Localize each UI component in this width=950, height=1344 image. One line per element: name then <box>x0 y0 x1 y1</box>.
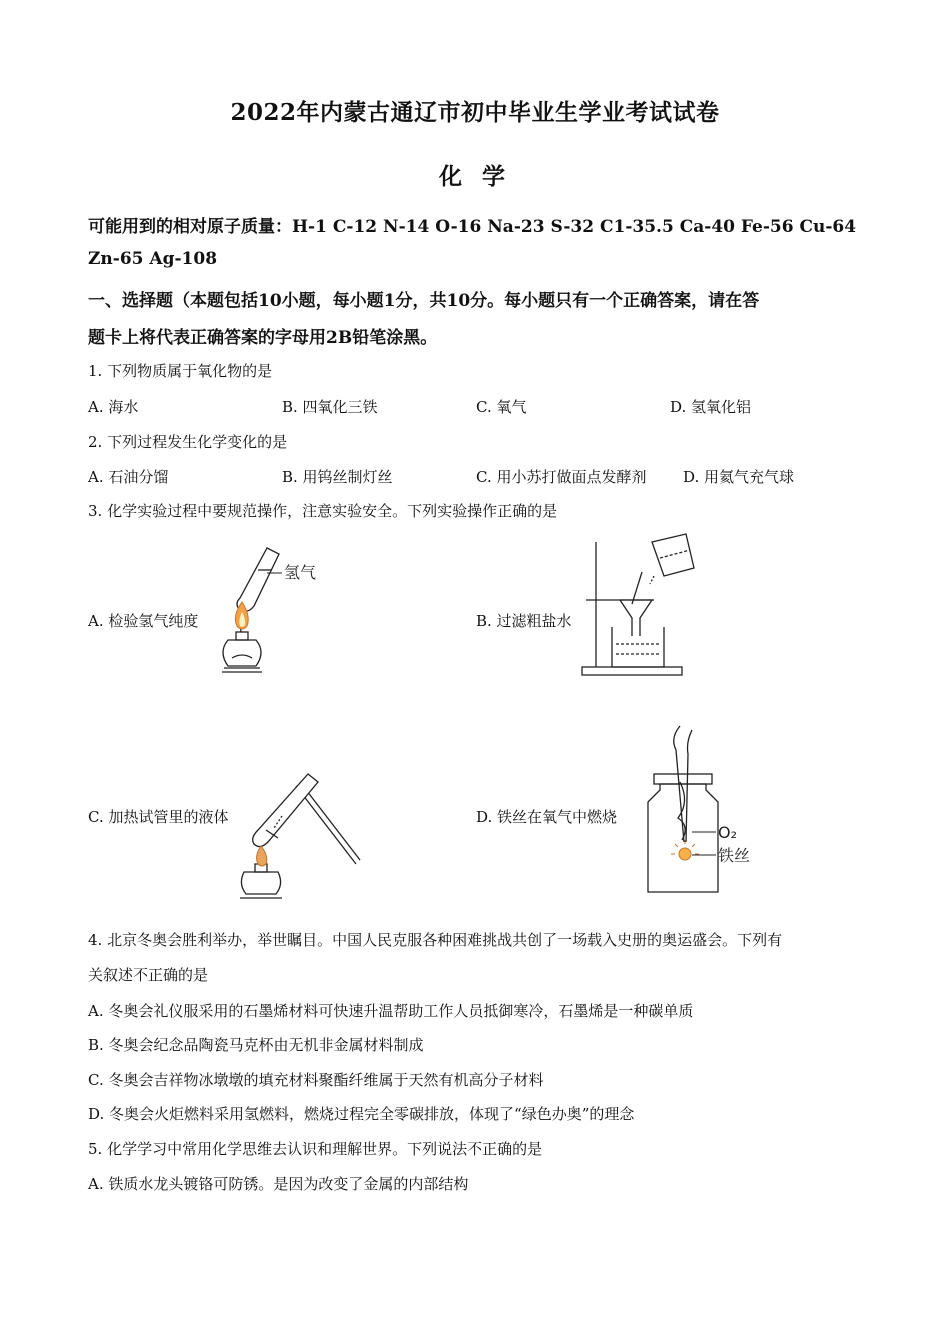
question-2-option-a[interactable]: A. 石油分馏 <box>88 468 169 486</box>
question-5-stem: 5. 化学学习中常用化学思维去认识和理解世界。下列说法不正确的是 <box>88 1140 543 1158</box>
question-3-option-b[interactable]: B. 过滤粗盐水 <box>476 612 572 630</box>
oxygen-label: O₂ <box>718 823 738 842</box>
question-1-option-a[interactable]: A. 海水 <box>88 398 139 416</box>
figure-heating-test-tube <box>238 768 368 903</box>
subject-title: 化 学 <box>438 163 511 190</box>
question-2-option-c[interactable]: C. 用小苏打做面点发酵剂 <box>476 468 647 486</box>
question-1-option-d[interactable]: D. 氢氧化铝 <box>670 398 752 416</box>
question-3-stem: 3. 化学实验过程中要规范操作，注意实验安全。下列实验操作正确的是 <box>88 502 558 520</box>
question-4-stem-line-2: 关叙述不正确的是 <box>88 966 209 984</box>
page-title: 2022年内蒙古通辽市初中毕业生学业考试试卷 <box>230 99 720 126</box>
atomic-masses-line-2: Zn-65 Ag-108 <box>88 249 218 269</box>
section-heading-line-1: 一、选择题（本题包括10小题，每小题1分，共10分。每小题只有一个正确答案，请在答 <box>88 291 760 311</box>
question-4-option-a[interactable]: A. 冬奥会礼仪服采用的石墨烯材料可快速升温帮助工作人员抵御寒冷，石墨烯是一种碳单质 <box>88 1002 694 1020</box>
question-1-stem: 1. 下列物质属于氧化物的是 <box>88 362 273 380</box>
question-1-option-b[interactable]: B. 四氧化三铁 <box>282 398 378 416</box>
question-2-option-b[interactable]: B. 用钨丝制灯丝 <box>282 468 393 486</box>
question-4-option-b[interactable]: B. 冬奥会纪念品陶瓷马克杯由无机非金属材料制成 <box>88 1036 424 1054</box>
figure-filtration <box>556 532 706 682</box>
section-heading-line-2: 题卡上将代表正确答案的字母用2B铅笔涂黑。 <box>88 328 438 348</box>
question-4-stem-line-1: 4. 北京冬奥会胜利举办，举世瞩目。中国人民克服各种困难挑战共创了一场载入史册的奥运盛会。下列有 <box>88 931 783 949</box>
question-1-option-c[interactable]: C. 氧气 <box>476 398 527 416</box>
question-4-option-d[interactable]: D. 冬奥会火炬燃料采用氢燃料，燃烧过程完全零碳排放，体现了“绿色办奥”的理念 <box>88 1105 635 1123</box>
question-3-option-d[interactable]: D. 铁丝在氧气中燃烧 <box>476 808 618 826</box>
atomic-masses-line-1: 可能用到的相对原子质量：H-1 C-12 N-14 O-16 Na-23 S-32 C1-35.5 Ca-40 Fe-56 Cu-64 <box>88 217 857 237</box>
figure-hydrogen-purity-test <box>210 540 320 685</box>
question-5-option-a[interactable]: A. 铁质水龙头镀铬可防锈。是因为改变了金属的内部结构 <box>88 1175 469 1193</box>
question-2-stem: 2. 下列过程发生化学变化的是 <box>88 433 288 451</box>
figure-iron-wire-oxygen <box>640 722 780 897</box>
iron-wire-label: 铁丝 <box>718 846 751 865</box>
question-2-option-d[interactable]: D. 用氦气充气球 <box>683 468 795 486</box>
question-3-option-c[interactable]: C. 加热试管里的液体 <box>88 808 229 826</box>
question-4-option-c[interactable]: C. 冬奥会吉祥物冰墩墩的填充材料聚酯纤维属于天然有机高分子材料 <box>88 1071 544 1089</box>
question-3-option-a[interactable]: A. 检验氢气纯度 <box>88 612 199 630</box>
hydrogen-label: 氢气 <box>284 563 317 582</box>
